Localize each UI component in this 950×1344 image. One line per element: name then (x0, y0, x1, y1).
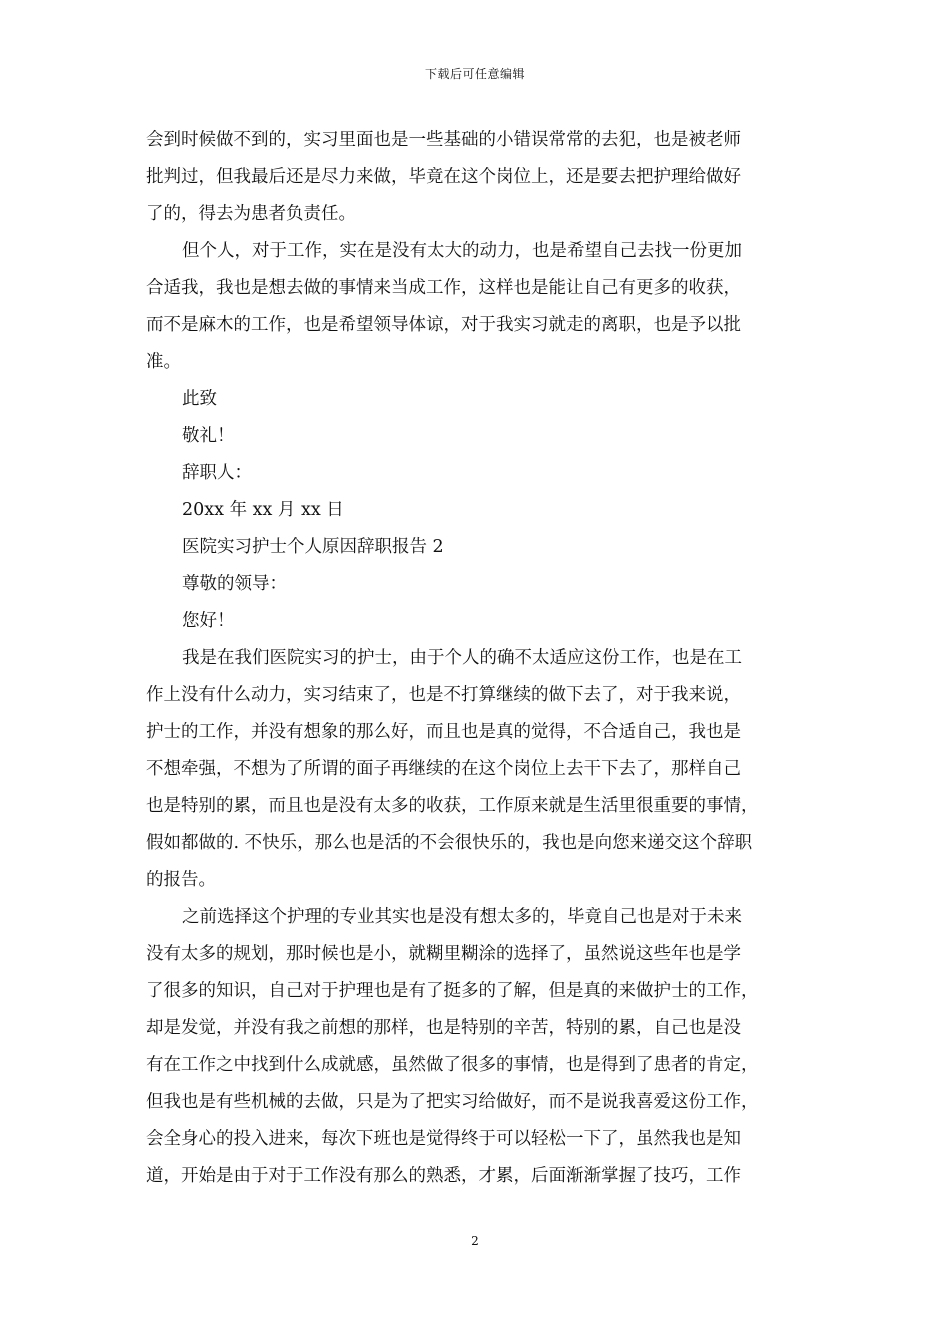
text-line: 但我也是有些机械的去做，只是为了把实习给做好，而不是说我喜爱这份工作， (146, 1092, 759, 1112)
text-line: 却是发觉，并没有我之前想的那样，也是特别的辛苦，特别的累，自己也是没 (146, 1018, 741, 1038)
section-title: 医院实习护士个人原因辞职报告 2 (182, 537, 444, 557)
closing-regards: 敬礼！ (182, 426, 235, 446)
letter-salutation: 尊敬的领导： (182, 574, 287, 594)
text-line: 道，开始是由于对于工作没有那么的熟悉，才累，后面渐渐掌握了技巧，工作 (146, 1166, 741, 1186)
text-line: 不想牵强，不想为了所谓的面子再继续的在这个岗位上去干下去了，那样自己 (146, 759, 741, 779)
text-line: 会全身心的投入进来，每次下班也是觉得终于可以轻松一下了，虽然我也是知 (146, 1129, 741, 1149)
text-line: 也是特别的累，而且也是没有太多的收获，工作原来就是生活里很重要的事情， (146, 796, 759, 816)
paragraph-first-line: 但个人，对于工作，实在是没有太大的动力，也是希望自己去找一份更加 (182, 241, 742, 261)
closing-salutation: 此致 (182, 389, 217, 409)
signature-label: 辞职人： (182, 463, 252, 483)
page-header-note: 下载后可任意编辑 (424, 67, 525, 81)
document-body (146, 122, 816, 1195)
date-line: 20xx 年 xx 月 xx 日 (182, 500, 344, 520)
text-line: 会到时候做不到的，实习里面也是一些基础的小错误常常的去犯，也是被老师 (146, 130, 741, 150)
paragraph-first-line: 之前选择这个护理的专业其实也是没有想太多的，毕竟自己也是对于未来 (182, 907, 742, 927)
text-line: 的报告。 (146, 870, 216, 890)
text-line: 准。 (146, 352, 181, 372)
text-line: 批判过，但我最后还是尽力来做，毕竟在这个岗位上，还是要去把护理给做好 (146, 167, 741, 187)
text-line: 了的，得去为患者负责任。 (146, 204, 356, 224)
text-line: 合适我，我也是想去做的事情来当成工作，这样也是能让自己有更多的收获， (146, 278, 741, 298)
text-line: 而不是麻木的工作，也是希望领导体谅，对于我实习就走的离职，也是予以批 (146, 315, 741, 335)
text-line: 没有太多的规划，那时候也是小，就糊里糊涂的选择了，虽然说这些年也是学 (146, 944, 741, 964)
text-line: 了很多的知识，自己对于护理也是有了挺多的了解，但是真的来做护士的工作， (146, 981, 759, 1001)
text-line: 作上没有什么动力，实习结束了，也是不打算继续的做下去了，对于我来说， (146, 685, 741, 705)
text-line: 假如都做的. 不快乐，那么也是活的不会很快乐的，我也是向您来递交这个辞职 (146, 833, 753, 853)
text-line: 护士的工作，并没有想象的那么好，而且也是真的觉得，不合适自己，我也是 (146, 722, 741, 742)
letter-greeting: 您好！ (182, 611, 235, 631)
text-line: 有在工作之中找到什么成就感，虽然做了很多的事情，也是得到了患者的肯定， (146, 1055, 759, 1075)
paragraph-first-line: 我是在我们医院实习的护士，由于个人的确不太适应这份工作，也是在工 (182, 648, 742, 668)
page-number: 2 (471, 1234, 479, 1248)
